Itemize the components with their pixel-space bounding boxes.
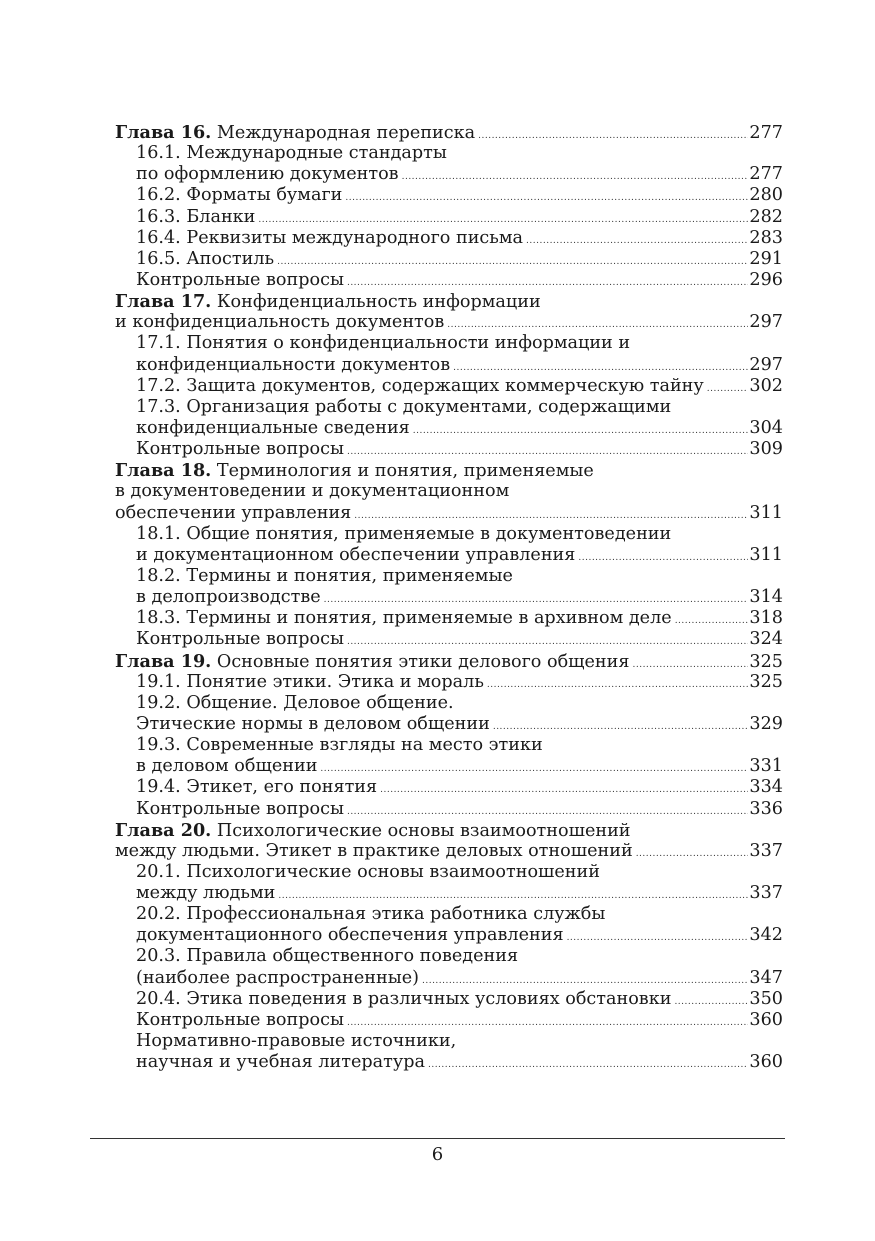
toc-text [115,460,594,482]
dot-leader [347,638,748,647]
dot-leader [380,786,748,795]
toc-section-entry[interactable] [115,185,783,206]
toc-title: Контрольные вопросы [136,1009,344,1030]
toc-section-entry[interactable] [115,735,783,777]
toc-line [115,904,783,925]
toc-line [115,291,783,312]
toc-title: 16.2. Форматы бумаги [136,185,343,206]
toc-section-entry[interactable] [115,439,783,460]
page-number: 6 [431,1144,444,1165]
toc-title: 17.3. Организация работы с документами, содержащими [136,396,672,417]
toc-line [115,968,783,989]
dot-leader [447,321,748,330]
toc-page-number: 291 [749,248,783,269]
toc-text [136,925,564,946]
toc-title: Контрольные вопросы [136,439,344,460]
toc-section-entry[interactable] [115,376,783,397]
dot-leader [487,681,749,690]
toc-text [136,756,317,777]
toc-page-number: 302 [749,375,783,396]
toc-page-number: 297 [749,312,783,333]
dot-leader [277,258,748,267]
toc-line [115,545,783,566]
toc-text [115,481,509,502]
toc-section-entry[interactable] [115,608,783,629]
toc-section-entry[interactable] [115,228,783,249]
toc-chapter-entry[interactable] [115,122,783,143]
dot-leader [402,173,749,182]
dot-leader [428,1061,748,1070]
toc-section-entry[interactable] [115,1031,783,1073]
toc-text [136,270,344,291]
toc-title: Международная переписка [216,123,476,143]
toc-line [115,185,783,206]
dot-leader [347,279,748,288]
toc-text [136,777,377,798]
toc-line [115,439,783,460]
toc-section-entry[interactable] [115,249,783,270]
toc-section-entry[interactable] [115,333,783,375]
toc-title: 20.1. Психологические основы взаимоотношений [136,861,600,882]
toc-page-number: 325 [749,671,783,692]
toc-title: 19.2. Общение. Деловое общение. [136,692,454,713]
toc-title: (наиболее распространенные) [136,967,419,988]
toc-page-number: 325 [749,651,783,672]
toc-title: между людьми. Этикет в практике деловых отношений [115,840,633,861]
toc-chapter-entry[interactable] [115,651,783,672]
toc-text [136,207,255,228]
toc-page-number: 342 [749,925,783,946]
toc-line [115,841,783,862]
toc-page-number: 324 [749,629,783,650]
toc-title: Основные понятия этики делового общения [216,651,630,672]
toc-title: обеспечении управления [115,502,352,523]
toc-page-number: 334 [749,777,783,798]
toc-line [115,333,783,354]
toc-text [136,1031,456,1052]
toc-page-number: 304 [749,417,783,438]
chapter-label: Глава 18. [115,460,212,482]
toc-text [136,1010,344,1031]
toc-section-entry[interactable] [115,397,783,439]
dot-leader [526,237,748,246]
dot-leader [707,385,749,394]
toc-title: 16.3. Бланки [136,206,256,227]
dot-leader [347,1019,748,1028]
toc-chapter-entry[interactable] [115,460,783,523]
toc-title: Конфиденциальность информации [216,292,541,313]
toc-page-number: 318 [749,608,783,629]
toc-title: 18.3. Термины и понятия, применяемые в архивном деле [136,608,672,629]
dot-leader [632,661,748,670]
toc-page-number: 337 [749,883,783,904]
toc-title: и документационном обеспечении управления [136,544,576,565]
toc-title: 18.1. Общие понятия, применяемые в документоведении [136,523,672,544]
toc-title: в деловом общении [136,756,318,777]
toc-line [115,270,783,291]
toc-title: документационного обеспечения управления [136,925,564,946]
toc-line [115,608,783,629]
toc-chapter-entry[interactable] [115,291,783,333]
toc-line [115,164,783,185]
toc-line [115,862,783,883]
toc-section-entry[interactable] [115,1010,783,1031]
table-of-contents [115,122,783,1073]
toc-page-number: 311 [749,544,783,565]
toc-line [115,143,783,164]
toc-line [115,1031,783,1052]
dot-leader [413,427,749,436]
toc-text [136,524,671,545]
toc-title: Контрольные вопросы [136,798,344,819]
toc-page-number: 277 [749,123,783,143]
chapter-label: Глава 16. [115,122,212,143]
toc-title: 18.2. Термины и понятия, применяемые [136,565,513,586]
toc-page-number: 331 [749,756,783,777]
toc-title: 19.1. Понятие этики. Этика и мораль [136,671,484,692]
toc-text [115,820,631,842]
toc-line [115,481,783,502]
toc-page-number: 277 [749,164,783,185]
toc-text [136,968,419,989]
toc-page-number: 309 [749,439,783,460]
toc-page-number: 350 [749,988,783,1009]
toc-section-entry[interactable] [115,946,783,988]
toc-section-entry[interactable] [115,799,783,820]
toc-line [115,651,783,672]
toc-line [115,735,783,756]
toc-text [115,312,444,333]
toc-title: по оформлению документов [136,164,399,185]
toc-line [115,249,783,270]
toc-title: 20.4. Этика поведения в различных условиях обстановки [136,988,672,1009]
toc-section-entry[interactable] [115,629,783,650]
toc-section-entry[interactable] [115,777,783,798]
toc-line [115,207,783,228]
toc-title: 16.5. Апостиль [136,248,275,269]
toc-text [115,291,541,313]
toc-line [115,418,783,439]
toc-title: Терминология и понятия, применяемые [216,461,594,482]
toc-line [115,355,783,376]
dot-leader [278,892,748,901]
dot-leader [258,216,748,225]
toc-text [136,566,513,587]
dot-leader [493,723,749,732]
toc-line [115,228,783,249]
toc-text [136,608,672,629]
toc-text [136,693,454,714]
toc-title: 20.2. Профессиональная этика работника службы [136,904,606,925]
toc-page-number: 336 [749,798,783,819]
toc-title: между людьми [136,883,276,904]
toc-page-number: 282 [749,206,783,227]
toc-text [136,672,484,693]
dot-leader [578,554,748,563]
toc-line [115,503,783,524]
toc-text [136,397,671,418]
toc-title: конфиденциальные сведения [136,417,410,438]
toc-line [115,799,783,820]
toc-line [115,376,783,397]
toc-section-entry[interactable] [115,693,783,735]
toc-section-entry[interactable] [115,270,783,291]
toc-text [136,355,450,376]
toc-title: 16.4. Реквизиты международного письма [136,227,524,248]
toc-text [136,799,344,820]
toc-text [115,122,475,144]
dot-leader [567,934,749,943]
dot-leader [636,850,749,859]
toc-line [115,524,783,545]
toc-title: в документоведении и документационном [115,481,510,502]
toc-page-number: 337 [749,840,783,861]
toc-line [115,672,783,693]
toc-page-number: 296 [749,269,783,290]
dot-leader [354,512,748,521]
toc-page-number: 297 [749,354,783,375]
toc-text [136,333,630,354]
toc-section-entry[interactable] [115,862,783,904]
toc-line [115,989,783,1010]
dot-leader [324,596,749,605]
toc-text [136,185,342,206]
toc-text [136,228,523,249]
toc-line [115,693,783,714]
toc-text [115,503,351,524]
dot-leader [320,765,748,774]
toc-text [136,143,447,164]
toc-line [115,566,783,587]
toc-section-entry[interactable] [115,143,783,185]
toc-title: Этические нормы в деловом общении [136,713,490,734]
toc-text [136,714,490,735]
toc-section-entry[interactable] [115,904,783,946]
toc-section-entry[interactable] [115,207,783,228]
toc-section-entry[interactable] [115,566,783,608]
toc-text [136,989,671,1010]
toc-text [136,904,605,925]
chapter-label: Глава 17. [115,291,212,313]
toc-page-number: 347 [749,967,783,988]
toc-text [136,1052,425,1073]
toc-text [136,439,344,460]
toc-page-number: 314 [749,587,783,608]
toc-text [136,862,600,883]
toc-page-number: 311 [749,502,783,523]
toc-line [115,777,783,798]
toc-text [115,841,633,862]
toc-line [115,460,783,481]
toc-section-entry[interactable] [115,524,783,566]
toc-page-number: 360 [749,1052,783,1073]
toc-text [136,735,543,756]
toc-text [136,418,410,439]
toc-title: научная и учебная литература [136,1052,425,1073]
toc-line [115,925,783,946]
toc-line [115,1010,783,1031]
toc-title: 17.2. Защита документов, содержащих коммерческую тайну [136,375,704,396]
toc-page-number: 329 [749,713,783,734]
dot-leader [347,448,748,457]
toc-line [115,312,783,333]
toc-line [115,629,783,650]
dot-leader [345,194,748,203]
toc-text [115,651,629,673]
dot-leader [674,998,748,1007]
chapter-label: Глава 19. [115,650,212,672]
toc-text [136,629,344,650]
chapter-label: Глава 20. [115,819,212,841]
toc-line [115,946,783,967]
toc-line [115,122,783,143]
toc-title: конфиденциальности документов [136,354,451,375]
toc-text [136,587,321,608]
toc-chapter-entry[interactable] [115,820,783,862]
toc-title: 20.3. Правила общественного поведения [136,946,519,967]
toc-page-number: 360 [749,1009,783,1030]
toc-title: 19.4. Этикет, его понятия [136,777,378,798]
toc-title: Нормативно-правовые источники, [136,1031,457,1052]
toc-title: в делопроизводстве [136,587,321,608]
toc-page-number: 283 [749,227,783,248]
toc-section-entry[interactable] [115,989,783,1010]
toc-line [115,883,783,904]
dot-leader [453,364,748,373]
toc-text [136,883,275,904]
toc-page-number: 280 [749,185,783,206]
dot-leader [478,132,748,141]
toc-line [115,587,783,608]
toc-title: 16.1. Международные стандарты [136,143,447,164]
dot-leader [422,977,748,986]
toc-line [115,756,783,777]
dot-leader [675,617,749,626]
toc-title: Контрольные вопросы [136,269,344,290]
toc-text [136,376,704,397]
dot-leader [347,808,748,817]
toc-text [136,946,518,967]
toc-title: 19.3. Современные взгляды на место этики [136,735,543,756]
toc-text [136,545,575,566]
toc-title: и конфиденциальность документов [115,312,445,333]
toc-title: 17.1. Понятия о конфиденциальности информации и [136,333,631,354]
toc-text [136,249,274,270]
toc-line [115,1052,783,1073]
toc-line [115,820,783,841]
toc-title: Психологические основы взаимоотношений [216,820,631,841]
footer-divider [90,1138,785,1139]
toc-text [136,164,399,185]
toc-section-entry[interactable] [115,672,783,693]
toc-line [115,397,783,418]
toc-title: Контрольные вопросы [136,629,344,650]
toc-line [115,714,783,735]
